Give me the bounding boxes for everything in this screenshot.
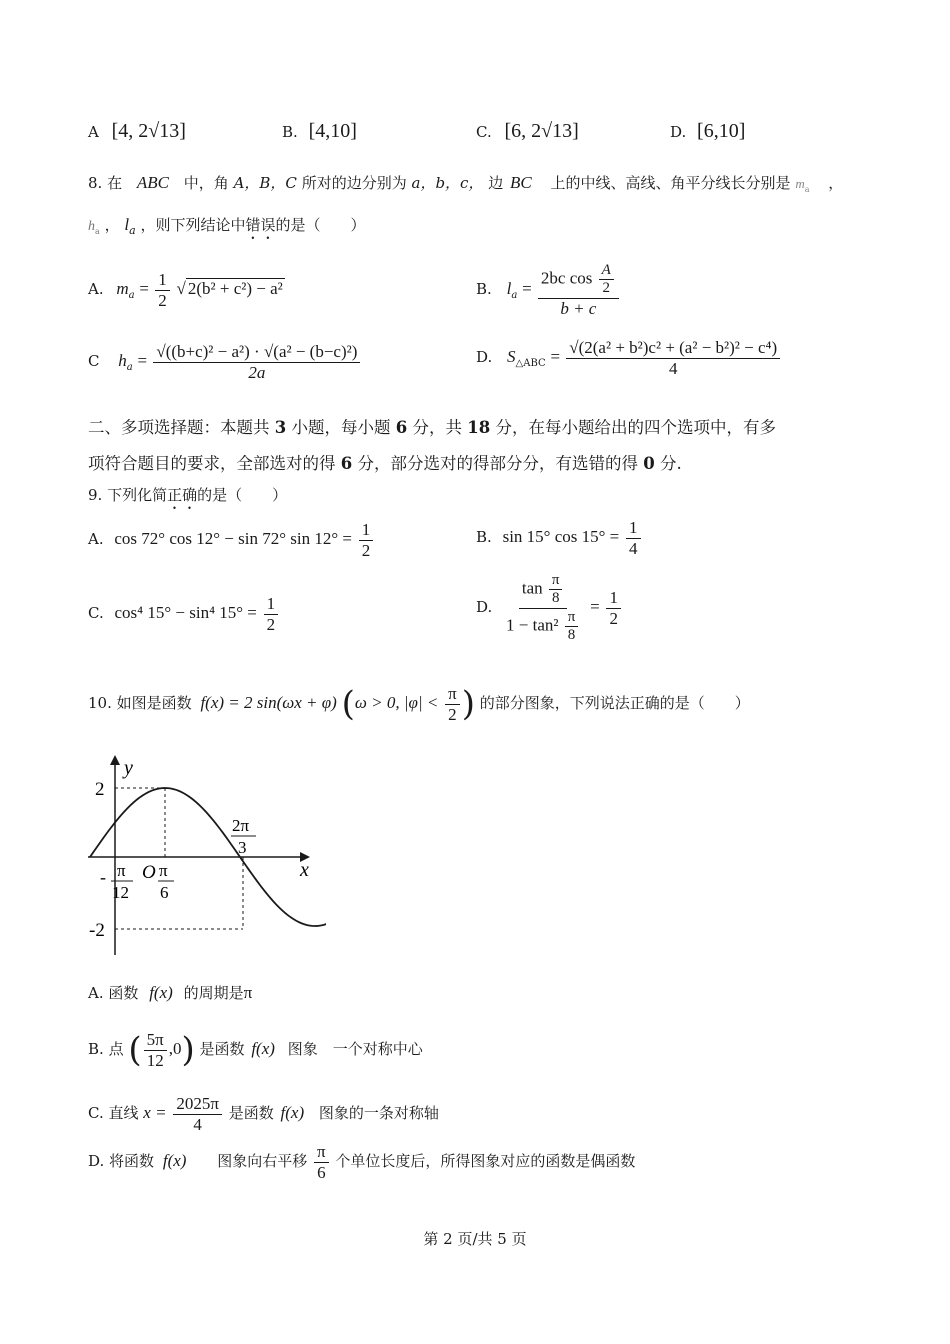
q9-stem: 9. 下列化简正确的是（ ） bbox=[88, 486, 288, 504]
q8-emphasis: 错误 bbox=[245, 216, 276, 234]
q7-option-a-math: [4, 2√13] bbox=[111, 120, 186, 142]
q8-option-c: C $h_a$ = $\frac{\text{√((b+c)² − a²) · √(a² − (b−c)²)}}{2a}$ bbox=[88, 342, 362, 382]
q7-option-c-math: [6, 2√13] bbox=[504, 120, 579, 142]
q7-option-d: D. [6,10] bbox=[670, 120, 746, 142]
y-axis-arrow bbox=[110, 755, 120, 765]
x-label: x bbox=[300, 859, 309, 881]
q7-option-d-math: [6,10] bbox=[697, 120, 746, 142]
origin-label: O bbox=[142, 862, 156, 883]
q9-option-d: D. tan $\frac{\pi}{8}$ 1 − tan² $\frac{\pi}{8}$ = $\frac{1}{2}$ bbox=[476, 572, 623, 644]
q9-emphasis: 正确 bbox=[167, 486, 198, 504]
q8-stem-line1: 8. 在 ABC 中，角 A，B，C 所对的边分别为 a，b，c， 边 BC 上的中线、高线、角平分线长分别是 $m_a$ ， bbox=[88, 173, 844, 194]
two-pi3-num: 2π bbox=[232, 816, 250, 835]
y-max-label: 2 bbox=[95, 779, 105, 800]
y-min-label: -2 bbox=[89, 920, 105, 941]
q8-option-a: A. $m_a$ = $\frac{1}{2}$ √ 2(b² + c²) − a² bbox=[88, 270, 283, 310]
q8-option-b: B. $l_a$ = 2bc cos $\frac{A}{2}$ b + c bbox=[476, 262, 621, 318]
q10-option-b: B. 点 ( $\frac{5\pi}{12}$ ,0) 是函数 f(x) 图象 一个对称中心 bbox=[88, 1030, 423, 1071]
neg-den: 12 bbox=[112, 883, 129, 902]
q10-option-c: C. 直线 x = $\frac{2025\pi}{4}$ 是函数 f(x) 图象的一条对称轴 bbox=[88, 1094, 439, 1134]
q10-option-a: A. 函数 f(x) 的周期是π bbox=[88, 983, 253, 1002]
q7-option-a: A [4, 2√13] bbox=[88, 120, 186, 142]
q7-option-c: C. [6, 2√13] bbox=[476, 120, 579, 142]
q9-option-a: A. cos 72° cos 12° − sin 72° sin 12° = $\frac{1}{2}$ bbox=[88, 520, 375, 560]
q9-option-b: B. sin 15° cos 15° = $\frac{1}{4}$ bbox=[476, 518, 643, 558]
section2-line2: 项符合题目的要求，全部选对的得 6 分，部分选对的得部分分，有选错的得 0 分. bbox=[88, 454, 682, 473]
q10-option-d: D. 将函数 f(x) 图象向右平移 $\frac{\pi}{6}$ 个单位长度后，所得图象对应的函数是偶函数 bbox=[88, 1142, 636, 1182]
q10-stem: 10. 如图是函数 f(x) = 2 sin(ωx + φ) (ω > 0, |φ| < $\frac{\pi}{2}$ ) 的部分图象，下列说法正确的是（ ） bbox=[88, 684, 750, 725]
q7-option-b-math: [4,10] bbox=[308, 120, 357, 142]
y-label: y bbox=[124, 757, 133, 779]
sine-graph bbox=[86, 750, 326, 960]
q8-option-d: D. $S_{\triangle ABC}$ = $\frac{\text{√(2(a² + b²)c² + (a² − b²)² − c⁴)}}{4}$ bbox=[476, 338, 782, 378]
section2-line1: 二、多项选择题：本题共 3 小题，每小题 6 分，共 18 分，在每小题给出的四个选项中，有多 bbox=[88, 418, 776, 437]
q9-option-c: C. cos⁴ 15° − sin⁴ 15° = $\frac{1}{2}$ bbox=[88, 594, 280, 634]
q8-stem-line2: $h_a$ ， $l_a$ ，则下列结论中错误的是（ ） bbox=[88, 215, 366, 237]
two-pi3-den: 3 bbox=[238, 838, 247, 857]
page-footer: 第 2 页/共 5 页 bbox=[423, 1230, 527, 1248]
pi6-den: 6 bbox=[160, 883, 169, 902]
pi6-num: π bbox=[159, 861, 168, 880]
neg-pi: π bbox=[117, 861, 126, 880]
q7-option-b: B. [4,10] bbox=[282, 120, 357, 142]
neg-minus: - bbox=[100, 867, 106, 887]
